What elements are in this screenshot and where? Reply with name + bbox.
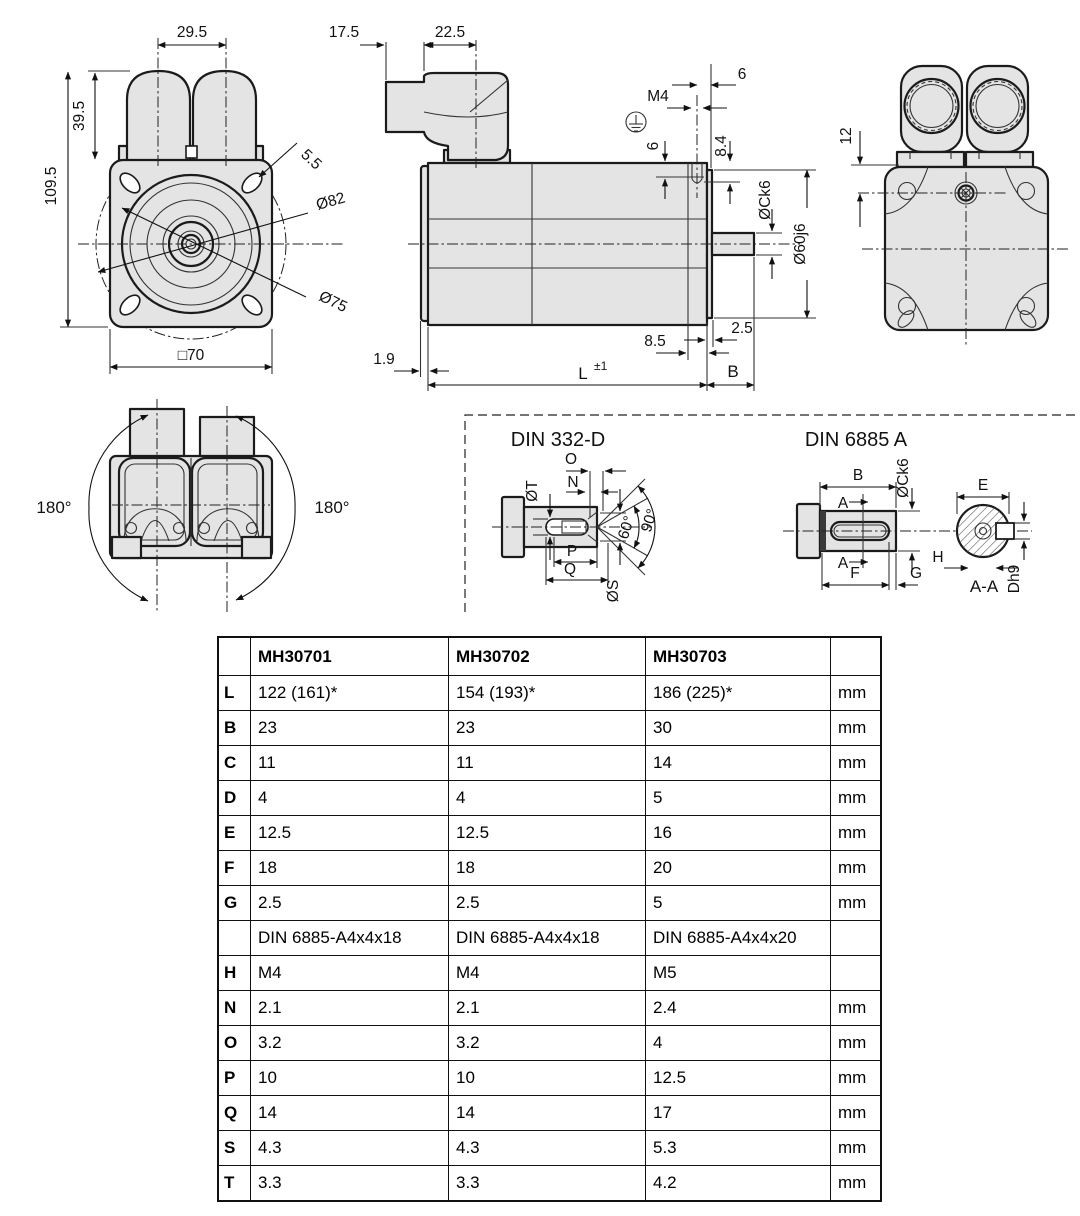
unit-cell: mm [831,746,881,781]
unit-cell: mm [831,886,881,921]
angle-60: 60° [615,513,639,542]
cell: 4.3 [251,1131,449,1166]
unit-cell: mm [831,676,881,711]
unit-cell [831,921,881,956]
cell: 2.5 [251,886,449,921]
cell: 4 [251,781,449,816]
cell: M5 [646,956,831,991]
row-label: S [219,1131,251,1166]
earth-ground-icon [626,112,646,132]
unit-cell: mm [831,816,881,851]
connector-elbow [386,73,508,160]
cable-gland-right [193,71,256,163]
unit-cell: mm [831,1096,881,1131]
cell: M4 [449,956,646,991]
cell: 3.3 [449,1166,646,1201]
lbl-E: E [977,477,989,494]
table-row [219,1061,881,1096]
lbl-S: ØS [605,579,622,603]
cell: 2.4 [646,991,831,1026]
dim-flange-square: □70 [177,347,205,364]
angle-right: 180° [314,498,350,517]
lbl-G: G [909,565,923,582]
table-row [219,956,881,991]
dim-mount-hole: 5.5 [297,146,325,174]
dim-front-lip: 1.9 [373,351,395,368]
lbl-A-bottom: A [837,555,849,572]
cell: 3.2 [449,1026,646,1061]
header-mh30701: MH30701 [251,638,449,676]
cell: 11 [449,746,646,781]
cell: 2.1 [251,991,449,1026]
lbl-Ck6: ØCk6 [895,458,912,498]
cell: 18 [449,851,646,886]
dim-connector-offset: 12 [838,127,855,145]
dim-length-symbol: L [578,364,588,383]
lbl-A-top: A [837,495,849,512]
row-label: E [219,816,251,851]
cell: 4 [449,781,646,816]
dim-connector-spacing: 29.5 [176,24,208,41]
unit-cell [831,956,881,991]
dia-spigot: Ø60j6 [792,223,809,265]
cell: 3.2 [251,1026,449,1061]
cell: DIN 6885-A4x4x20 [646,921,831,956]
row-label: F [219,851,251,886]
dim-thread-depth: 6 [645,141,662,151]
dim-screw-to-face: 6 [737,66,747,83]
angle-90: 90° [638,506,662,535]
table-row [219,1131,881,1166]
rotation-view [36,399,349,612]
header-unit [831,638,881,676]
cell: DIN 6885-A4x4x18 [251,921,449,956]
table-row [219,711,881,746]
dim-overall-height: 109.5 [43,166,60,206]
unit-cell: mm [831,711,881,746]
cell: 30 [646,711,831,746]
din6885-view [783,429,1032,596]
cell: DIN 6885-A4x4x18 [449,921,646,956]
row-label: D [219,781,251,816]
unit-cell: mm [831,991,881,1026]
cell: 10 [251,1061,449,1096]
cell: 16 [646,816,831,851]
lbl-T: ØT [524,480,541,502]
cell: 11 [251,746,449,781]
dimension-table [218,637,881,1201]
cell: 18 [251,851,449,886]
cell: 10 [449,1061,646,1096]
lbl-P: P [566,543,578,560]
section-label: A-A [969,577,999,596]
cell: 3.3 [251,1166,449,1201]
table-row [219,816,881,851]
table-row [219,1026,881,1061]
cell: 5.3 [646,1131,831,1166]
cell: 5 [646,886,831,921]
unit-cell: mm [831,1166,881,1201]
cell: 23 [449,711,646,746]
dim-spigot-depth: 2.5 [731,320,753,337]
cell: 2.1 [449,991,646,1026]
cell: 4.2 [646,1166,831,1201]
side-view [329,24,816,391]
cell: 23 [251,711,449,746]
front-view [43,24,350,374]
lbl-F: F [850,565,860,582]
table-row [219,1166,881,1201]
cell: 4 [646,1026,831,1061]
dim-length-tolerance: ±1 [594,359,608,373]
cell: 5 [646,781,831,816]
cell: 14 [646,746,831,781]
din6885-title: DIN 6885 A [804,429,908,451]
dim-head-depth: 8.4 [713,135,730,157]
row-label [219,921,251,956]
cell: M4 [251,956,449,991]
cell: 14 [449,1096,646,1131]
lbl-O: O [564,451,578,468]
header-mh30703: MH30703 [646,638,831,676]
cell: 12.5 [449,816,646,851]
table-row [219,886,881,921]
cell: 4.3 [449,1131,646,1166]
cell: 2.5 [449,886,646,921]
table-header-row [219,638,881,676]
cell: 20 [646,851,831,886]
lbl-Q: Q [563,561,577,578]
dim-plug-depth: 17.5 [328,24,360,41]
cell: 17 [646,1096,831,1131]
lbl-B: B [852,467,864,484]
cell: 186 (225)* [646,676,831,711]
cell: 154 (193)* [449,676,646,711]
unit-cell: mm [831,1131,881,1166]
table-row [219,746,881,781]
row-label: B [219,711,251,746]
row-label: L [219,676,251,711]
din332-title: DIN 332-D [510,429,606,451]
lbl-N: N [567,474,579,491]
unit-cell: mm [831,1061,881,1096]
thread-label: M4 [647,88,669,105]
header-blank [219,638,251,676]
row-label: Q [219,1096,251,1131]
lbl-H: H [932,549,944,566]
dim-plug-center: 22.5 [434,24,466,41]
table-row [219,991,881,1026]
dim-connector-height: 39.5 [71,100,88,132]
table-row [219,921,881,956]
angle-left: 180° [36,498,72,517]
cell: 12.5 [646,1061,831,1096]
row-label: C [219,746,251,781]
dia-shaft: ØCk6 [757,180,774,220]
row-label: N [219,991,251,1026]
cell: 14 [251,1096,449,1131]
row-label: G [219,886,251,921]
dim-rear-step: 8.5 [644,333,666,350]
row-label: H [219,956,251,991]
cell: 122 (161)* [251,676,449,711]
dim-shaft-length-symbol: B [727,362,739,381]
dia-bolt-circle: Ø75 [316,287,350,317]
table-row [219,676,881,711]
cell: 12.5 [251,816,449,851]
header-mh30702: MH30702 [449,638,646,676]
row-label: P [219,1061,251,1096]
lbl-Dh9: Dh9 [1006,564,1023,594]
table-row [219,1096,881,1131]
table-row [219,851,881,886]
unit-cell: mm [831,781,881,816]
unit-cell: mm [831,851,881,886]
keyway-section [996,523,1014,539]
row-label: O [219,1026,251,1061]
unit-cell: mm [831,1026,881,1061]
row-label: T [219,1166,251,1201]
rear-view [838,66,1068,347]
table-row [219,781,881,816]
dia-housing: Ø82 [314,189,348,214]
